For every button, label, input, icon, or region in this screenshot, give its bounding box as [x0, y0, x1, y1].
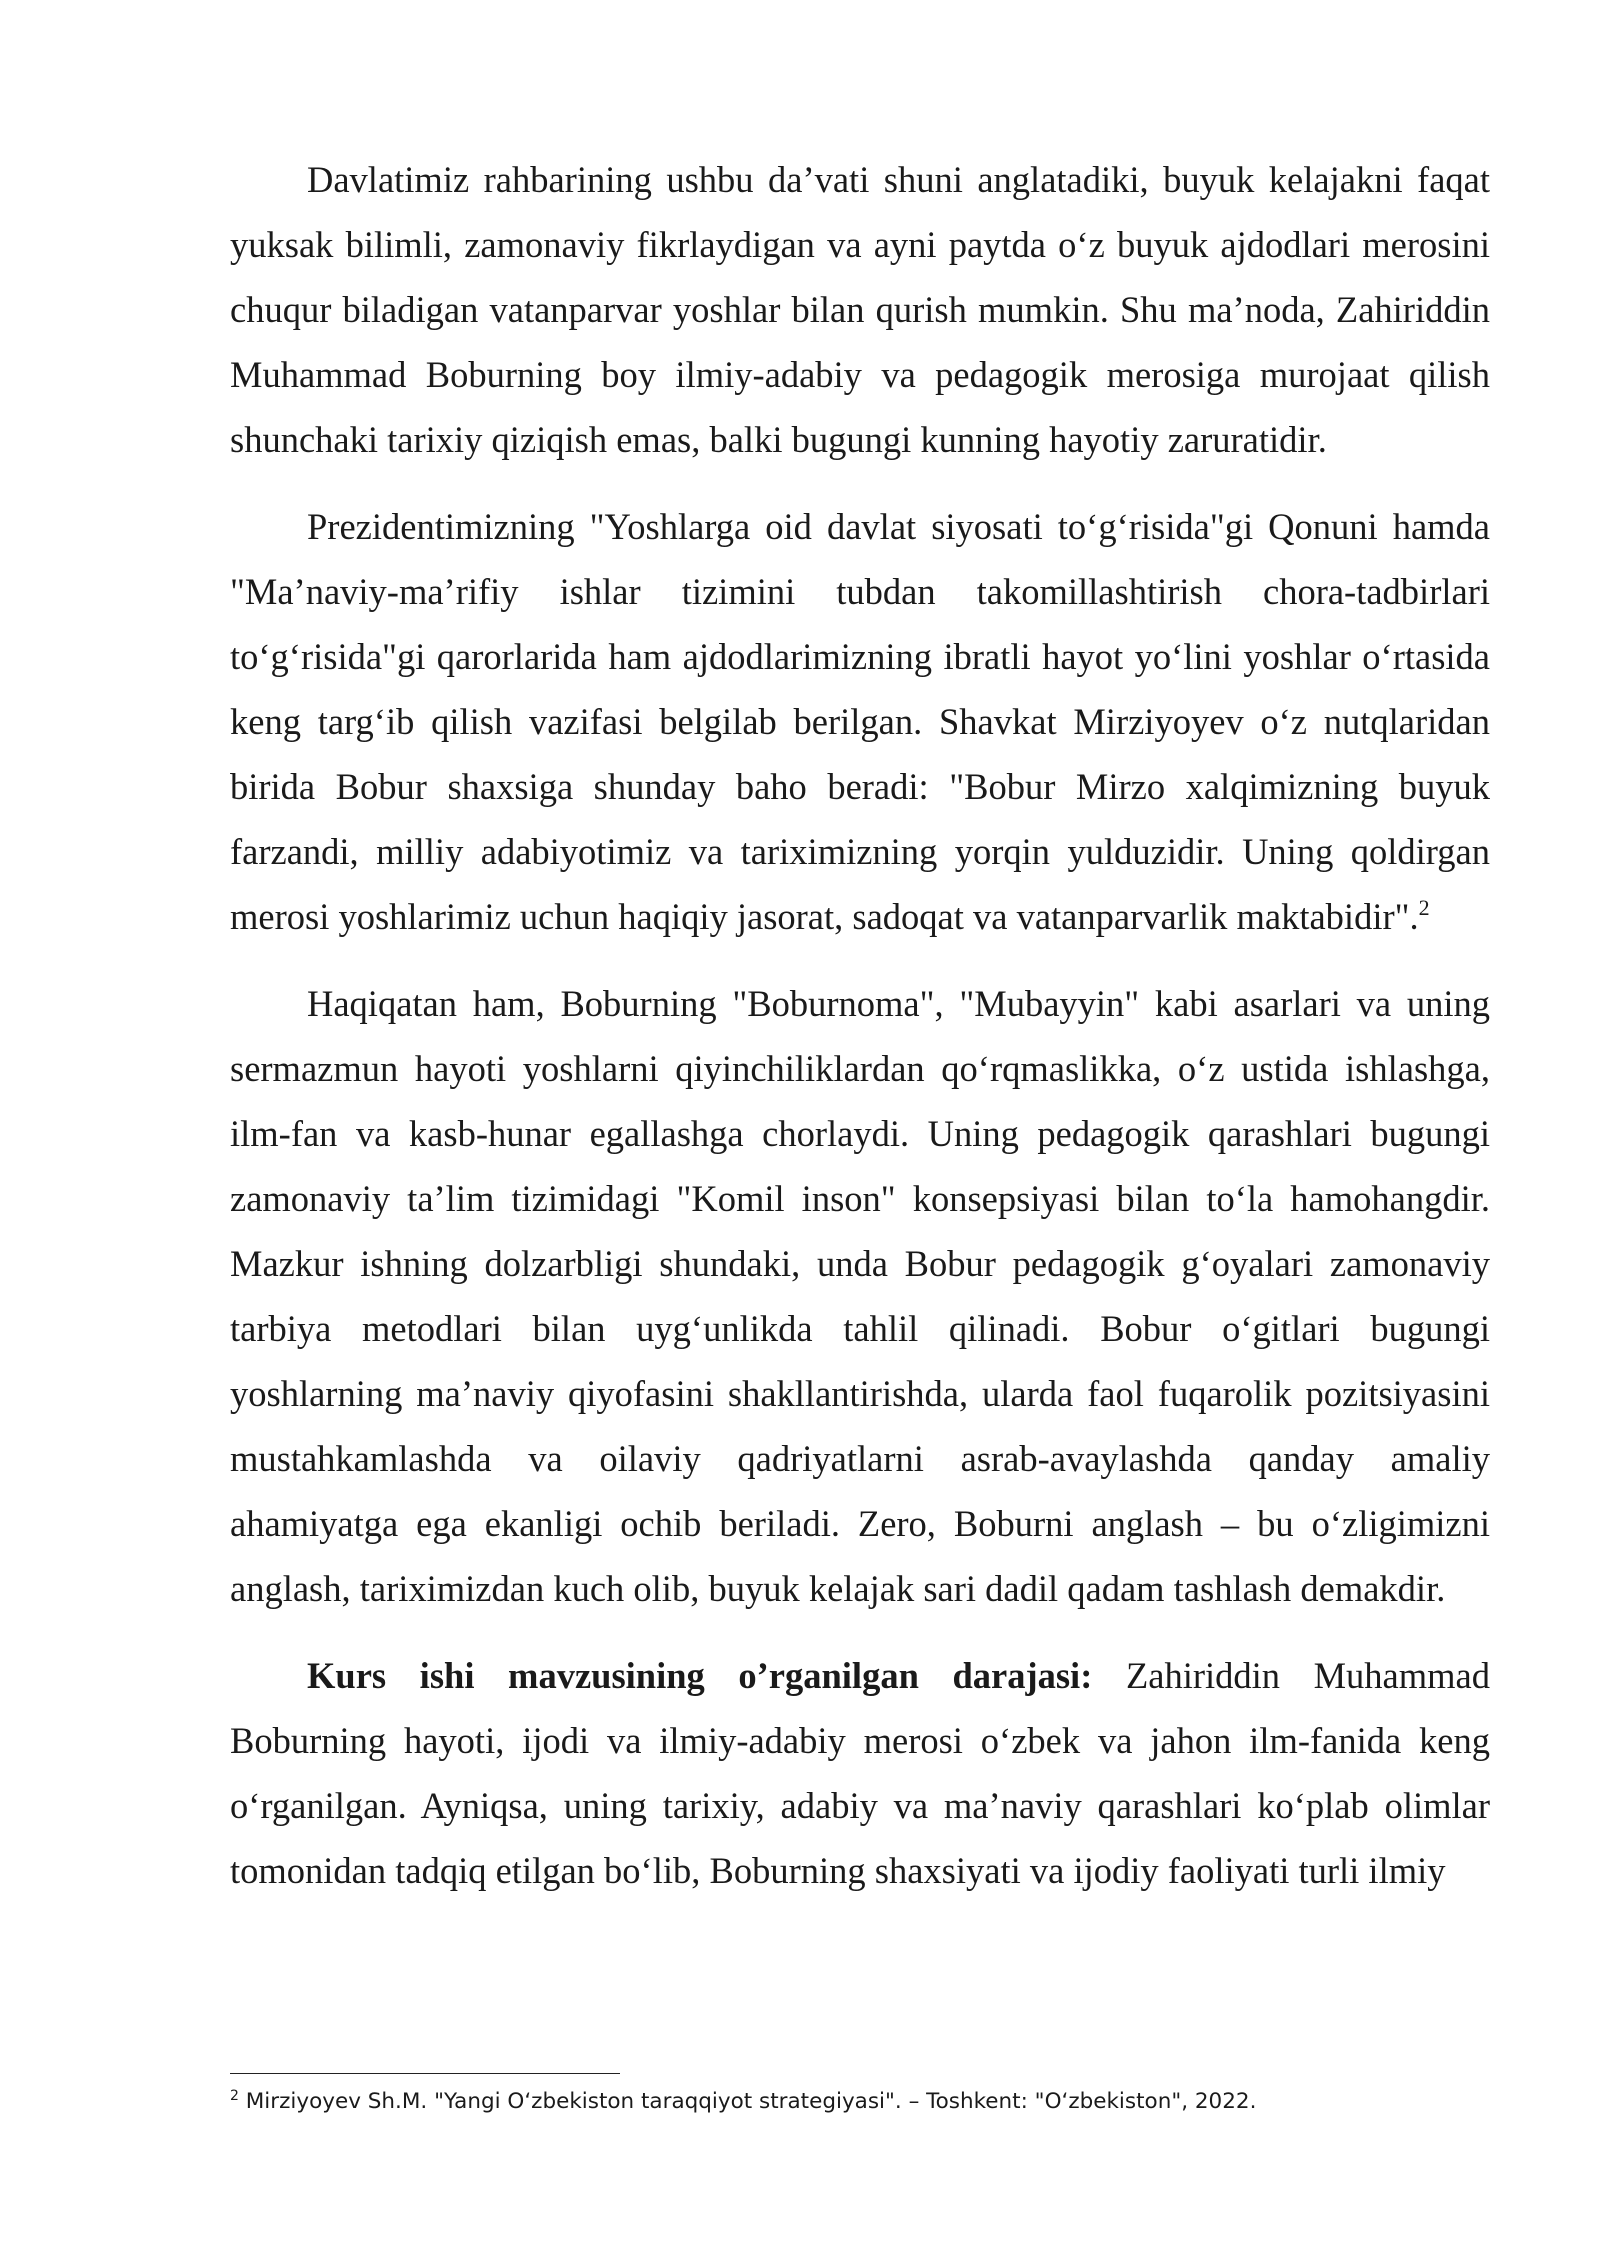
paragraph-text: Prezidentimizning "Yoshlarga oid davlat siyosati to‘g‘risida"gi Qonuni hamda "Ma’naviy-ma’rifiy ishlar tizimini tubdan takomillashtirish chora-tadbirlari to‘g‘risida"gi qarorlarida ham ajdodlarimizning ibratli hayot yo‘lini yoshlar o‘rtasida keng targ‘ib qilish vazifasi belgilab berilgan. Shavkat Mirziyoyev o‘z nutqlaridan birida Bobur shaxsiga shunday baho beradi: "Bobur Mirzo xalqimizning buyuk farzandi, milliy adabiyotimiz va tariximizning yorqin yulduzidir. Uning qoldirgan merosi yoshlarimiz uchun haqiqiy jasorat, sadoqat va vatanparvarlik maktabidir". [230, 506, 1490, 937]
paragraph-1 [230, 147, 1490, 472]
paragraph-text: Haqiqatan ham, Boburning "Boburnoma", "Mubayyin" kabi asarlari va uning sermazmun hayoti yoshlarni qiyinchiliklardan qo‘rqmaslikka, o‘z ustida ishlashga, ilm-fan va kasb-hunar egallashga chorlaydi. Uning pedagogik qarashlari bugungi zamonaviy ta’lim tizimidagi "Komil inson" konsepsiyasi bilan to‘la hamohangdir. Mazkur ishning dolzarbligi shundaki, unda Bobur pedagogik g‘oyalari zamonaviy tarbiya metodlari bilan uyg‘unlikda tahlil qilinadi. Bobur o‘gitlari bugungi yoshlarning ma’naviy qiyofasini shakllantirishda, ularda faol fuqarolik pozitsiyasini mustahkamlashda va oilaviy qadriyatlarni asrab-avaylashda qanday amaliy ahamiyatga ega ekanligi ochib beriladi. Zero, Boburni anglash – bu o‘zligimizni anglash, tariximizdan kuch olib, buyuk kelajak sari dadil qadam tashlash demakdir. [230, 983, 1490, 1609]
body-text [230, 147, 1490, 1903]
paragraph-3 [230, 971, 1490, 1621]
footnote-separator [230, 2073, 620, 2074]
paragraph-2 [230, 494, 1490, 949]
paragraph-text: Davlatimiz rahbarining ushbu da’vati shuni anglatadiki, buyuk kelajakni faqat yuksak bilimli, zamonaviy fikrlaydigan va ayni paytda o‘z buyuk ajdodlari merosini chuqur biladigan vatanparvar yoshlar bilan qurish mumkin. Shu ma’noda, Zahiriddin Muhammad Boburning boy ilmiy-adabiy va pedagogik merosiga murojaat qilish shunchaki tarixiy qiziqish emas, balki bugungi kunning hayotiy zaruratidir. [230, 159, 1490, 460]
paragraph-4 [230, 1643, 1490, 1903]
footnote-text: Mirziyoyev Sh.M. "Yangi O‘zbekiston taraqqiyot strategiyasi". – Toshkent: "O‘zbekiston", 2022. [238, 2089, 1257, 2114]
paragraph-text: Zahiriddin Muhammad Boburning hayoti, ijodi va ilmiy-adabiy merosi o‘zbek va jahon ilm-fanida keng o‘rganilgan. Ayniqsa, uning tarixiy, adabiy va ma’naviy qarashlari ko‘plab olimlar tomonidan tadqiq etilgan bo‘lib, Boburning shaxsiyati va ijodiy faoliyati turli ilmiy [230, 1655, 1490, 1891]
footnote-reference[interactable]: 2 [1418, 895, 1430, 920]
footnote-number: 2 [230, 2088, 239, 2104]
footnote [230, 2087, 1490, 2117]
section-lead-heading: Kurs ishi mavzusining o’rganilgan darajasi: [307, 1655, 1093, 1696]
